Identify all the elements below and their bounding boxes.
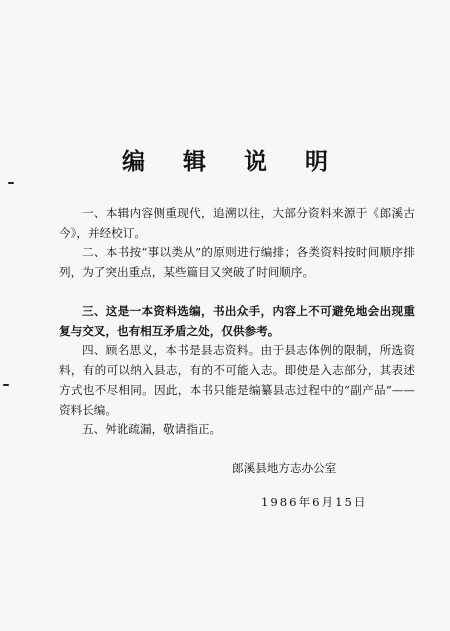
scan-mark: [3, 384, 9, 386]
paragraph-4: 四、顾名思义，本书是县志资料。由于县志体例的限制，所选资料，有的可以纳入县志，有的不可能入志。即使是入志部分，其表述方式也不尽相同。因此，本书只能是编纂县志过程中的“副产品”——资料长编。: [59, 343, 415, 417]
paragraph-1: 一、本辑内容侧重现代，追溯以往，大部分资料来源于《郎溪古今》，并经校订。: [59, 206, 415, 240]
paragraph-5: 五、舛讹疏漏，敬请指正。: [82, 422, 222, 436]
paragraph-3: 三、这是一本资料选编，书出众手，内容上不可避免地会出现重复与交叉，也有相互矛盾之处，仅供参考。: [59, 304, 415, 338]
paragraph-2: 二、本书按“事以类从”的原则进行编排；各类资料按时间顺序排列，为了突出重点，某些篇目又突破了时间顺序。: [59, 245, 415, 279]
page-title: 编 辑 说 明: [121, 148, 344, 175]
signature-date: 1986年6月15日: [261, 495, 368, 509]
signature-office: 郎溪县地方志办公室: [232, 461, 337, 475]
scan-mark: [8, 182, 14, 184]
